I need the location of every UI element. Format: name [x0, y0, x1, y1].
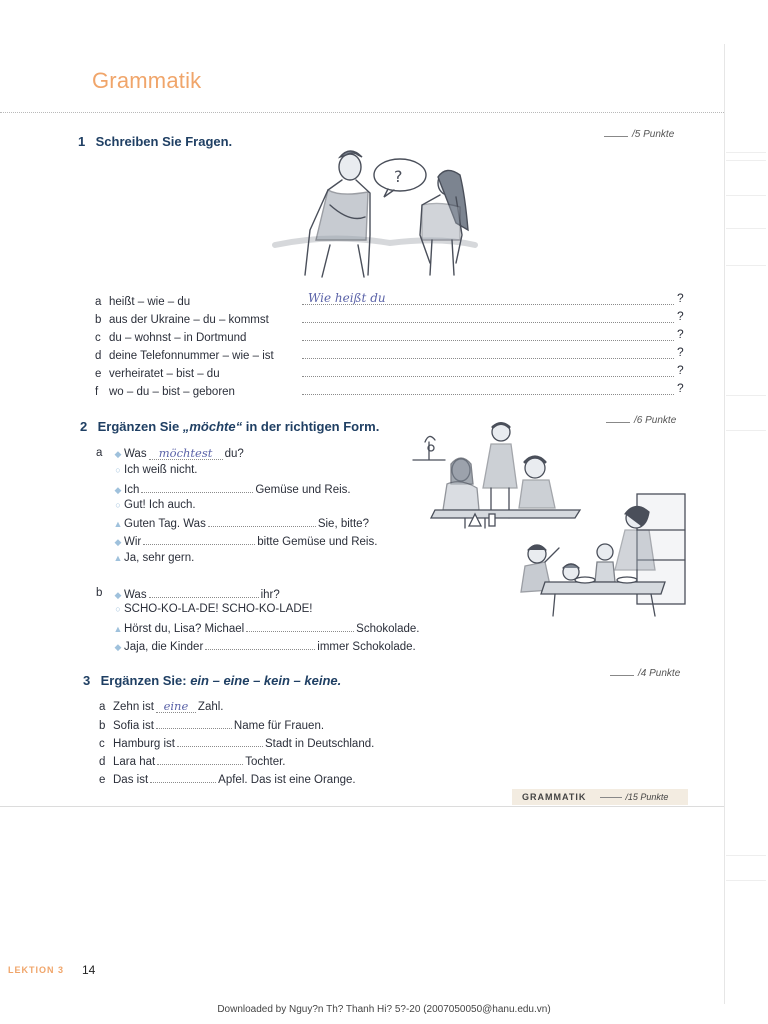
- summary-points: /15 Punkte: [625, 792, 669, 802]
- line-text: Gemüse und Reis.: [255, 484, 351, 496]
- item-text: Tochter.: [245, 756, 286, 768]
- item-letter: e: [95, 368, 102, 380]
- dialogue-line: [112, 499, 196, 511]
- line-text: Guten Tag. Was: [124, 518, 206, 530]
- answer-input[interactable]: [208, 516, 316, 527]
- item-letter: c: [95, 332, 101, 344]
- margin-rule: [726, 195, 766, 196]
- question-mark: ?: [677, 345, 684, 359]
- section-end-rule: [0, 806, 724, 807]
- item-prompt: deine Telefonnummer – wie – ist: [109, 350, 274, 362]
- item-prompt: aus der Ukraine – du – kommst: [109, 314, 269, 326]
- dialogue-line: [112, 447, 244, 460]
- score-line[interactable]: [606, 422, 630, 423]
- margin-rule: [726, 855, 766, 856]
- section-3-points: [610, 668, 680, 679]
- points-label: /5 Punkte: [632, 129, 675, 140]
- section-1-points: [604, 129, 674, 140]
- section-1-heading: [78, 134, 232, 149]
- answer-input[interactable]: [150, 772, 216, 783]
- points-label: /4 Punkte: [638, 668, 681, 679]
- section-3-heading: [83, 673, 341, 688]
- dialogue-line: [112, 482, 351, 496]
- score-line[interactable]: [610, 675, 634, 676]
- speaker-a-marker: ◆: [114, 590, 122, 600]
- question-mark: ?: [677, 309, 684, 323]
- answer-line[interactable]: [302, 304, 674, 305]
- item-letter: a: [95, 296, 102, 308]
- line-text: Ich weiß nicht.: [124, 464, 198, 476]
- speaker-a-marker: ◆: [114, 537, 122, 547]
- exercise-row: [99, 736, 374, 750]
- item-letter: c: [99, 738, 105, 750]
- line-text: Jaja, die Kinder: [124, 641, 204, 653]
- item-letter: f: [95, 386, 99, 398]
- total-score-box: [512, 789, 688, 805]
- item-letter: a: [99, 701, 106, 713]
- section-title: Ergänzen Sie: [97, 419, 183, 434]
- exercise-row: [95, 296, 190, 308]
- speaker-b-marker: ○: [115, 500, 121, 510]
- section-title-em: ein – eine – kein – keine.: [190, 673, 342, 688]
- speaker-c-marker: ▲: [113, 624, 123, 634]
- item-text: Stadt in Deutschland.: [265, 738, 375, 750]
- speaker-c-marker: ▲: [113, 519, 123, 529]
- part-letter-b: b: [96, 587, 103, 599]
- item-letter: d: [99, 756, 106, 768]
- answer-line[interactable]: [302, 322, 674, 323]
- line-text: Ja, sehr gern.: [124, 552, 195, 564]
- answer-line[interactable]: [302, 340, 674, 341]
- item-text: Das ist: [113, 774, 149, 786]
- exercise-row: [95, 332, 246, 344]
- margin-rule: [726, 430, 766, 431]
- dialogue-line: [112, 587, 280, 601]
- lesson-label: LEKTION 3: [8, 965, 65, 975]
- exercise-row: [99, 754, 285, 768]
- line-text: Wir: [124, 536, 142, 548]
- margin-rule: [726, 265, 766, 266]
- section-title-em: „möchte“: [182, 419, 243, 434]
- section-2-points: [606, 415, 676, 426]
- line-text: du?: [224, 448, 244, 460]
- family-illustration: [515, 490, 690, 618]
- answer-input[interactable]: [157, 754, 243, 765]
- section-title-end: in der richtigen Form.: [242, 419, 380, 434]
- item-prompt: wo – du – bist – geboren: [109, 386, 235, 398]
- section-2-heading: [80, 419, 379, 434]
- margin-rule: [726, 228, 766, 229]
- answer-line[interactable]: [302, 376, 674, 377]
- line-text: bitte Gemüse und Reis.: [257, 536, 378, 548]
- line-text: Was: [124, 589, 147, 601]
- summary-label: GRAMMATIK: [522, 792, 587, 802]
- margin-rule: [726, 160, 766, 161]
- answer-input[interactable]: [205, 639, 315, 650]
- item-prompt: verheiratet – bist – du: [109, 368, 220, 380]
- dialogue-line: [112, 534, 377, 548]
- line-text: SCHO-KO-LA-DE! SCHO-KO-LADE!: [124, 603, 313, 615]
- points-label: /6 Punkte: [634, 415, 677, 426]
- page-edge: [724, 44, 725, 1004]
- line-text: Ich: [124, 484, 140, 496]
- exercise-row: [95, 386, 235, 398]
- speaker-a-marker: ◆: [114, 449, 122, 459]
- section-number: 2: [80, 419, 88, 434]
- question-mark: ?: [677, 291, 684, 305]
- score-line[interactable]: [604, 136, 628, 137]
- answer-input[interactable]: [246, 621, 354, 632]
- item-text: Sofia ist: [113, 720, 154, 732]
- item-text: Hamburg ist: [113, 738, 175, 750]
- score-line[interactable]: [600, 797, 622, 798]
- item-text: Name für Frauen.: [233, 720, 325, 732]
- exercise-row: [99, 772, 356, 786]
- answer-input[interactable]: [143, 534, 255, 545]
- exercise-row: [95, 314, 269, 326]
- line-text: immer Schokolade.: [317, 641, 416, 653]
- line-text: Hörst du, Lisa? Michael: [124, 623, 245, 635]
- section-title: Ergänzen Sie:: [100, 673, 191, 688]
- answer-input[interactable]: [149, 587, 259, 598]
- section-title: Schreiben Sie Fragen.: [95, 134, 233, 149]
- question-mark: ?: [677, 381, 684, 395]
- answer-input[interactable]: Wie heißt du: [308, 291, 386, 305]
- dialogue-line: [112, 516, 369, 530]
- answer-input[interactable]: [177, 736, 263, 747]
- item-text: Zehn ist: [113, 701, 154, 713]
- part-letter-a: a: [96, 447, 103, 459]
- conversation-illustration: [270, 145, 480, 280]
- margin-rule: [726, 152, 766, 153]
- exercise-row: [95, 350, 274, 362]
- speaker-a-marker: ◆: [114, 485, 122, 495]
- question-mark: ?: [677, 363, 684, 377]
- answer-line[interactable]: [302, 358, 674, 359]
- item-text: Zahl.: [197, 701, 224, 713]
- dialogue-line: [112, 639, 416, 653]
- line-text: Gut! Ich auch.: [124, 499, 196, 511]
- line-text: ihr?: [260, 589, 280, 601]
- page-title: Grammatik: [92, 68, 202, 93]
- item-text: Lara hat: [113, 756, 156, 768]
- page-number: 14: [82, 963, 96, 977]
- answer-input[interactable]: [156, 718, 232, 729]
- section-number: 1: [78, 134, 86, 149]
- speaker-b-marker: ○: [115, 604, 121, 614]
- answer-input[interactable]: möchtest: [149, 447, 223, 460]
- line-text: Schokolade.: [356, 623, 420, 635]
- item-text: Apfel. Das ist eine Orange.: [218, 774, 356, 786]
- question-mark: ?: [677, 327, 684, 341]
- item-letter: b: [99, 720, 106, 732]
- speaker-b-marker: ○: [115, 465, 121, 475]
- dialogue-line: [112, 552, 194, 564]
- item-prompt: du – wohnst – in Dortmund: [109, 332, 247, 344]
- line-text: Sie, bitte?: [317, 518, 369, 530]
- item-letter: d: [95, 350, 102, 362]
- speech-bubble-mark: ?: [394, 167, 403, 186]
- exercise-row: [99, 700, 224, 713]
- exercise-row: [99, 718, 324, 732]
- answer-line[interactable]: [302, 394, 674, 395]
- exercise-row: [95, 368, 220, 380]
- item-letter: e: [99, 774, 106, 786]
- answer-input[interactable]: [141, 482, 253, 493]
- download-notice: Downloaded by Nguy?n Th? Thanh Hi? 5?-20 (2007050050@hanu.edu.vn): [217, 1004, 551, 1015]
- margin-rule: [726, 880, 766, 881]
- speaker-c-marker: ▲: [113, 553, 123, 563]
- margin-rule: [726, 395, 766, 396]
- item-prompt: heißt – wie – du: [109, 296, 191, 308]
- answer-input[interactable]: eine: [156, 700, 196, 713]
- section-number: 3: [83, 673, 91, 688]
- speaker-a-marker: ◆: [114, 642, 122, 652]
- item-letter: b: [95, 314, 102, 326]
- dialogue-line: [112, 621, 419, 635]
- line-text: Was: [124, 448, 147, 460]
- dialogue-line: [112, 603, 313, 615]
- dialogue-line: [112, 464, 198, 476]
- title-rule: [0, 112, 724, 113]
